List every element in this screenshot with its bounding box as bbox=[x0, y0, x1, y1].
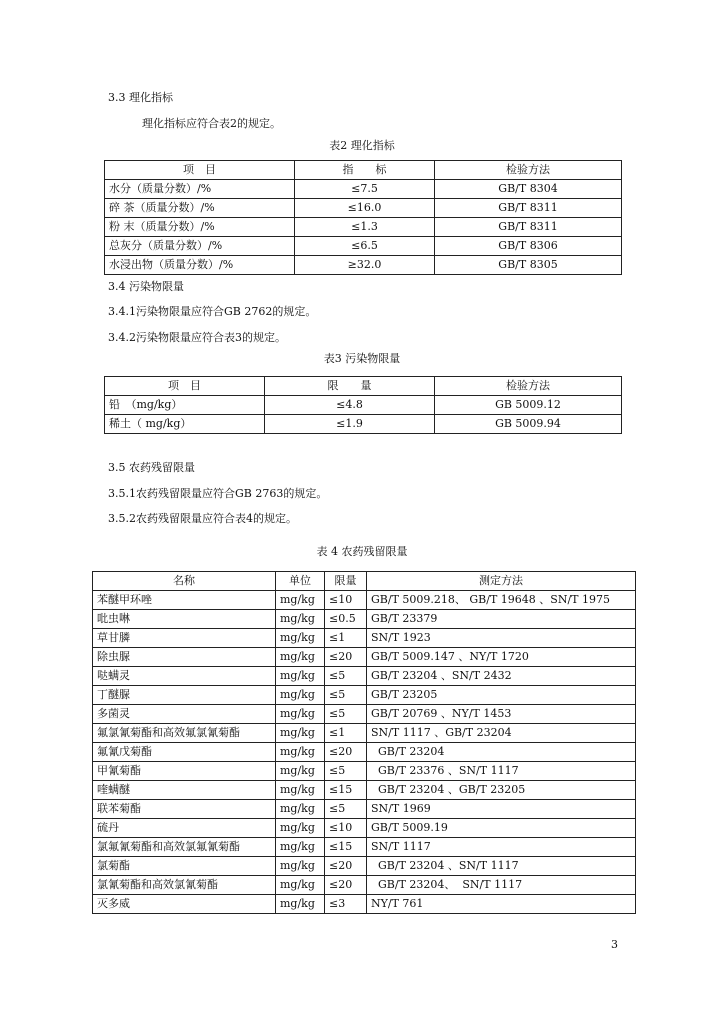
table-row bbox=[93, 857, 636, 876]
table-cell: 喹螨醚 bbox=[93, 781, 276, 800]
table4-caption: 表 4 农药残留限量 bbox=[316, 545, 408, 558]
section-3-4-heading: 3.4 污染物限量 bbox=[108, 280, 184, 293]
table-cell: mg/kg bbox=[276, 705, 325, 724]
table-cell: SN/T 1923 bbox=[367, 629, 636, 648]
table-cell: 氯氟氰菊酯和高效氯氟氰菊酯 bbox=[93, 838, 276, 857]
table-row bbox=[93, 819, 636, 838]
table-cell: 氟氰戊菊酯 bbox=[93, 743, 276, 762]
table-header-row bbox=[105, 161, 622, 180]
table-cell: mg/kg bbox=[276, 838, 325, 857]
table-cell: 除虫脲 bbox=[93, 648, 276, 667]
table-row bbox=[93, 800, 636, 819]
table-cell: ≤6.5 bbox=[295, 237, 435, 256]
table-cell: ≤10 bbox=[325, 819, 367, 838]
table-cell: GB/T 8311 bbox=[435, 218, 622, 237]
table-row bbox=[93, 743, 636, 762]
column-header: 名称 bbox=[93, 572, 276, 591]
table-cell: mg/kg bbox=[276, 686, 325, 705]
column-header: 项 目 bbox=[105, 377, 265, 396]
table-cell: mg/kg bbox=[276, 724, 325, 743]
table-cell: 吡虫啉 bbox=[93, 610, 276, 629]
table-cell: ≤5 bbox=[325, 667, 367, 686]
table-cell: 多菌灵 bbox=[93, 705, 276, 724]
table-cell: ≤1.3 bbox=[295, 218, 435, 237]
table-cell: 联苯菊酯 bbox=[93, 800, 276, 819]
section-3-3-text: 理化指标应符合表2的规定。 bbox=[142, 117, 281, 130]
table-header-row bbox=[93, 572, 636, 591]
table-cell: ≤5 bbox=[325, 800, 367, 819]
table-cell: 苯醚甲环唑 bbox=[93, 591, 276, 610]
table-cell: GB/T 23204 、SN/T 2432 bbox=[367, 667, 636, 686]
table-row bbox=[105, 180, 622, 199]
table-cell: mg/kg bbox=[276, 895, 325, 914]
table-row bbox=[93, 895, 636, 914]
column-header: 测定方法 bbox=[367, 572, 636, 591]
table-cell: ≤1.9 bbox=[265, 415, 435, 434]
column-header: 限 量 bbox=[265, 377, 435, 396]
table-cell: GB/T 23204 bbox=[367, 743, 636, 762]
column-header: 项 目 bbox=[105, 161, 295, 180]
table-cell: GB/T 23376 、SN/T 1117 bbox=[367, 762, 636, 781]
table-cell: ≤20 bbox=[325, 648, 367, 667]
table-cell: ≤20 bbox=[325, 743, 367, 762]
table-cell: 水分（质量分数）/% bbox=[105, 180, 295, 199]
table-cell: mg/kg bbox=[276, 781, 325, 800]
table-row bbox=[93, 876, 636, 895]
table-cell: ≤16.0 bbox=[295, 199, 435, 218]
table-cell: ≤15 bbox=[325, 838, 367, 857]
table-cell: 稀土（ mg/kg） bbox=[105, 415, 265, 434]
table-cell: 粉 末（质量分数）/% bbox=[105, 218, 295, 237]
column-header: 限量 bbox=[325, 572, 367, 591]
table-header-row bbox=[105, 377, 622, 396]
table2-physicochemical bbox=[104, 160, 622, 275]
table-cell: GB/T 8304 bbox=[435, 180, 622, 199]
table-row bbox=[93, 610, 636, 629]
section-3-3-heading: 3.3 理化指标 bbox=[108, 91, 173, 104]
column-header: 单位 bbox=[276, 572, 325, 591]
table-cell: ≤1 bbox=[325, 629, 367, 648]
table-cell: 甲氰菊酯 bbox=[93, 762, 276, 781]
column-header: 指 标 bbox=[295, 161, 435, 180]
table-row bbox=[93, 629, 636, 648]
table-cell: GB/T 23204 、GB/T 23205 bbox=[367, 781, 636, 800]
table-cell: ≤7.5 bbox=[295, 180, 435, 199]
table-cell: 草甘膦 bbox=[93, 629, 276, 648]
table-cell: 铅 （mg/kg） bbox=[105, 396, 265, 415]
table-cell: 氯菊酯 bbox=[93, 857, 276, 876]
table-cell: mg/kg bbox=[276, 591, 325, 610]
table-cell: mg/kg bbox=[276, 610, 325, 629]
table-cell: GB 5009.12 bbox=[435, 396, 622, 415]
column-header: 检验方法 bbox=[435, 161, 622, 180]
table-cell: ≤20 bbox=[325, 876, 367, 895]
table4-pesticide-residues bbox=[92, 571, 636, 914]
table-cell: GB/T 5009.218、 GB/T 19648 、SN/T 1975 bbox=[367, 591, 636, 610]
table-cell: GB/T 23205 bbox=[367, 686, 636, 705]
table-row bbox=[93, 705, 636, 724]
table-cell: mg/kg bbox=[276, 648, 325, 667]
table-cell: GB/T 20769 、NY/T 1453 bbox=[367, 705, 636, 724]
table-row bbox=[93, 781, 636, 800]
table-cell: 碎 茶（质量分数）/% bbox=[105, 199, 295, 218]
table-cell: ≤4.8 bbox=[265, 396, 435, 415]
section-3-5-2-text: 3.5.2农药残留限量应符合表4的规定。 bbox=[108, 512, 297, 525]
table-cell: SN/T 1969 bbox=[367, 800, 636, 819]
table-row bbox=[93, 591, 636, 610]
table-row bbox=[105, 218, 622, 237]
table-cell: GB 5009.94 bbox=[435, 415, 622, 434]
page-number: 3 bbox=[611, 938, 618, 951]
table-cell: ≥32.0 bbox=[295, 256, 435, 275]
table-cell: 氟氯氰菊酯和高效氟氯氰菊酯 bbox=[93, 724, 276, 743]
table-cell: NY/T 761 bbox=[367, 895, 636, 914]
table-cell: mg/kg bbox=[276, 876, 325, 895]
table-cell: mg/kg bbox=[276, 819, 325, 838]
table-row bbox=[105, 237, 622, 256]
table-cell: GB/T 8305 bbox=[435, 256, 622, 275]
table-cell: ≤1 bbox=[325, 724, 367, 743]
table-cell: 丁醚脲 bbox=[93, 686, 276, 705]
table-cell: ≤10 bbox=[325, 591, 367, 610]
table-row bbox=[93, 686, 636, 705]
table-cell: ≤5 bbox=[325, 686, 367, 705]
table-cell: mg/kg bbox=[276, 667, 325, 686]
section-3-5-1-text: 3.5.1农药残留限量应符合GB 2763的规定。 bbox=[108, 487, 328, 500]
table-row bbox=[105, 199, 622, 218]
table-cell: GB/T 5009.147 、NY/T 1720 bbox=[367, 648, 636, 667]
table-cell: ≤15 bbox=[325, 781, 367, 800]
table-cell: ≤20 bbox=[325, 857, 367, 876]
table-row bbox=[93, 648, 636, 667]
section-3-5-heading: 3.5 农药残留限量 bbox=[108, 461, 195, 474]
table-cell: GB/T 8311 bbox=[435, 199, 622, 218]
table-cell: GB/T 23204 、SN/T 1117 bbox=[367, 857, 636, 876]
table2-caption: 表2 理化指标 bbox=[329, 139, 395, 152]
table-cell: ≤5 bbox=[325, 762, 367, 781]
table-cell: mg/kg bbox=[276, 629, 325, 648]
table-cell: GB/T 23204、 SN/T 1117 bbox=[367, 876, 636, 895]
table-cell: 硫丹 bbox=[93, 819, 276, 838]
section-3-4-1-text: 3.4.1污染物限量应符合GB 2762的规定。 bbox=[108, 305, 317, 318]
table-cell: SN/T 1117 bbox=[367, 838, 636, 857]
table-row bbox=[93, 838, 636, 857]
table-cell: ≤5 bbox=[325, 705, 367, 724]
table-cell: mg/kg bbox=[276, 743, 325, 762]
table-row bbox=[105, 415, 622, 434]
section-3-4-2-text: 3.4.2污染物限量应符合表3的规定。 bbox=[108, 331, 286, 344]
table-cell: ≤3 bbox=[325, 895, 367, 914]
table-cell: 总灰分（质量分数）/% bbox=[105, 237, 295, 256]
table-cell: mg/kg bbox=[276, 857, 325, 876]
table-cell: SN/T 1117 、GB/T 23204 bbox=[367, 724, 636, 743]
table-cell: ≤0.5 bbox=[325, 610, 367, 629]
table3-caption: 表3 污染物限量 bbox=[323, 352, 401, 365]
table-cell: GB/T 8306 bbox=[435, 237, 622, 256]
table-cell: GB/T 23379 bbox=[367, 610, 636, 629]
table-cell: GB/T 5009.19 bbox=[367, 819, 636, 838]
table-cell: mg/kg bbox=[276, 762, 325, 781]
table-cell: 哒螨灵 bbox=[93, 667, 276, 686]
table-row bbox=[93, 724, 636, 743]
table-row bbox=[105, 256, 622, 275]
table3-contaminants bbox=[104, 376, 622, 434]
table-row bbox=[93, 667, 636, 686]
column-header: 检验方法 bbox=[435, 377, 622, 396]
table-cell: mg/kg bbox=[276, 800, 325, 819]
table-cell: 水浸出物（质量分数）/% bbox=[105, 256, 295, 275]
table-row bbox=[105, 396, 622, 415]
table-cell: 灭多威 bbox=[93, 895, 276, 914]
table-cell: 氯氰菊酯和高效氯氰菊酯 bbox=[93, 876, 276, 895]
table-row bbox=[93, 762, 636, 781]
